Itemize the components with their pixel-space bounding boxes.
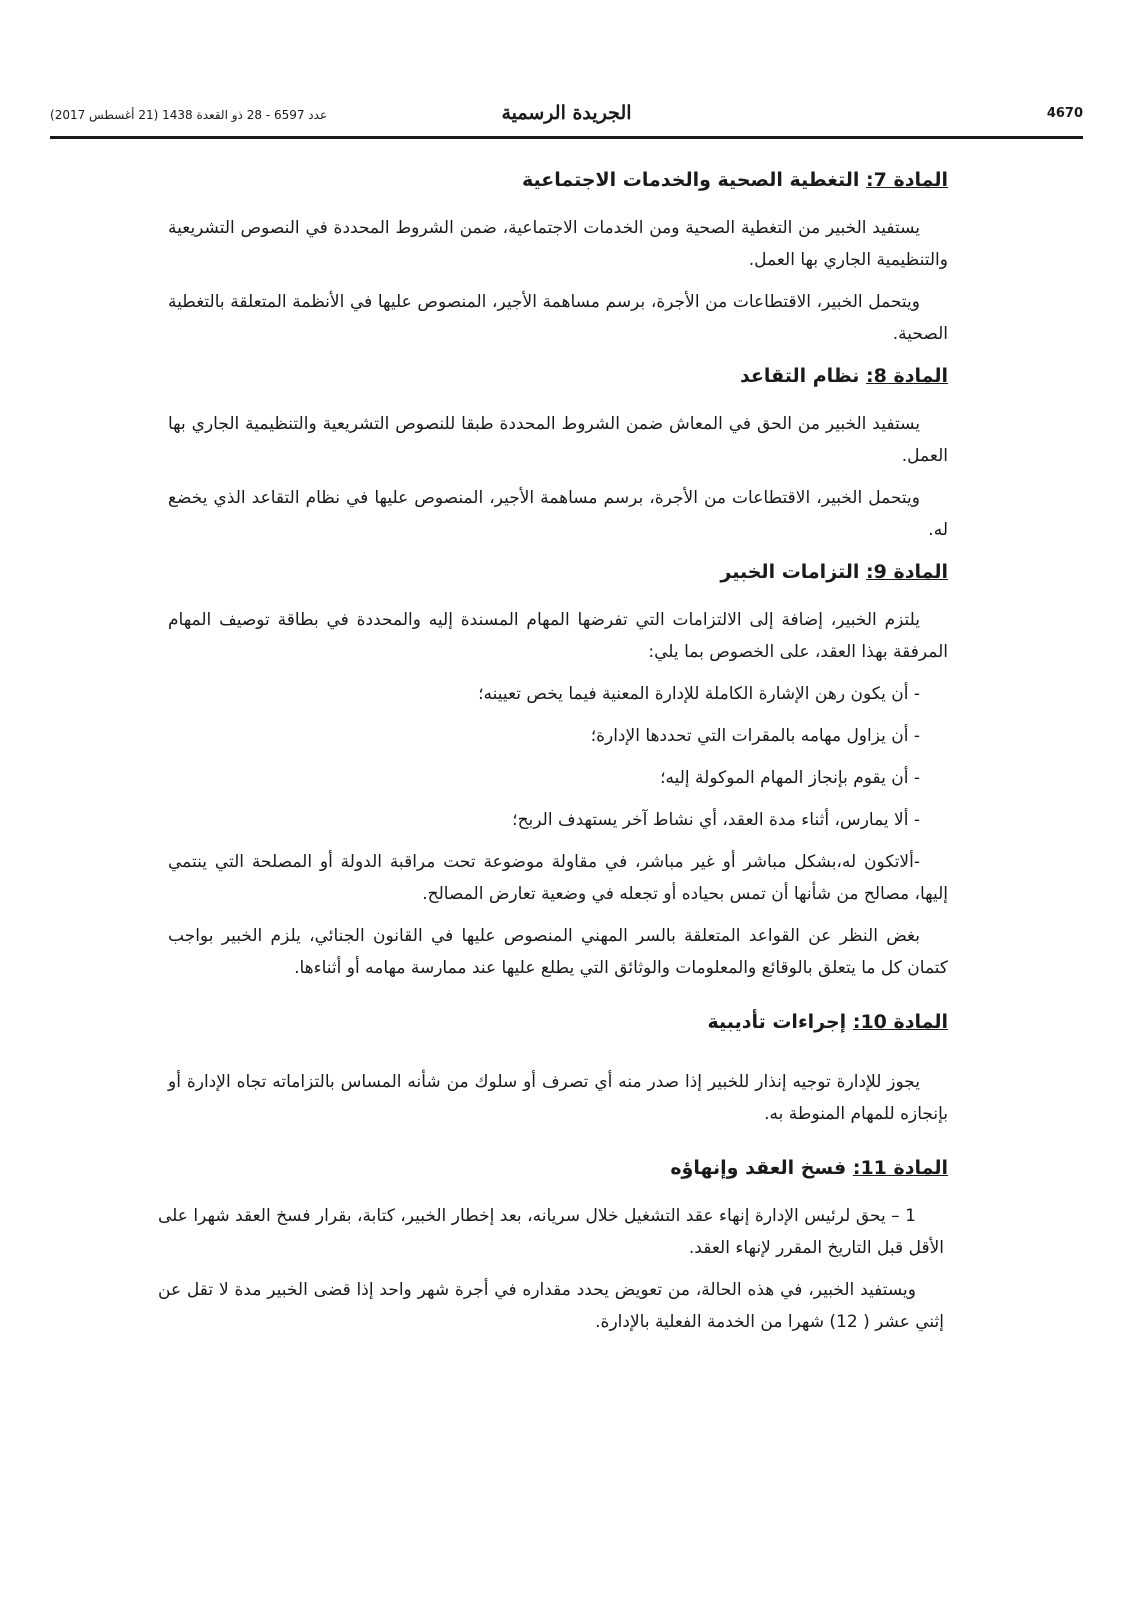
article-title: فسخ العقد وإنهاؤه	[670, 1157, 847, 1179]
article-11-paragraph-2: ويستفيد الخبير، في هذه الحالة، من تعويض يحدد مقداره في أجرة شهر واحد إذا قضى الخبير مدة لا تقل عن إثني عشر ( 12) شهرا من الخدمة الفعلية بالإدارة.	[158, 1280, 944, 1332]
article-7-paragraph-1: يستفيد الخبير من التغطية الصحية ومن الخدمات الاجتماعية، ضمن الشروط المحددة في النصوص التشريعية والتنظيمية الجاري بها العمل.	[168, 218, 948, 270]
article-8-paragraph-1: يستفيد الخبير من الحق في المعاش ضمن الشروط المحددة طبقا للنصوص التشريعية والتنظيمية الجاري بها العمل.	[168, 414, 948, 466]
list-item: -ألاتكون له،بشكل مباشر أو غير مباشر، في مقاولة موضوعة تحت مراقبة الدولة أو المصلحة التي ينتمي إليها، مصالح من شأنها أن تمس بحياده أو تجعله في وضعية تعارض المصالح.	[168, 852, 948, 904]
journal-title: الجريدة الرسمية	[501, 102, 632, 124]
article-8-paragraph-2: ويتحمل الخبير، الاقتطاعات من الأجرة، برسم مساهمة الأجير، المنصوص عليها في نظام التقاعد الذي يخضع له.	[168, 488, 948, 540]
article-title: إجراءات تأديبية	[707, 1011, 847, 1033]
article-11-paragraph-1: 1 – يحق لرئيس الإدارة إنهاء عقد التشغيل خلال سريانه، بعد إخطار الخبير، كتابة، بقرار فسخ العقد شهرا على الأقل قبل التاريخ المقرر لإنهاء العقد.	[158, 1206, 944, 1258]
article-label: المادة 11:	[852, 1157, 948, 1179]
article-8-heading	[168, 360, 948, 392]
article-title: نظام التقاعد	[739, 365, 860, 387]
article-7-paragraph-2: ويتحمل الخبير، الاقتطاعات من الأجرة، برسم مساهمة الأجير، المنصوص عليها في الأنظمة المتعلقة بالتغطية الصحية.	[168, 292, 948, 344]
list-item: - أن يقوم بإنجاز المهام الموكولة إليه؛	[660, 768, 920, 788]
article-7-heading	[168, 164, 948, 196]
list-item: - أن يزاول مهامه بالمقرات التي تحددها الإدارة؛	[590, 726, 920, 746]
list-item: - أن يكون رهن الإشارة الكاملة للإدارة المعنية فيما يخص تعيينه؛	[478, 684, 920, 704]
page-body	[158, 164, 948, 1348]
article-label: المادة 7:	[866, 169, 948, 191]
article-label: المادة 10:	[852, 1011, 948, 1033]
article-title: التغطية الصحية والخدمات الاجتماعية	[521, 169, 860, 191]
article-label: المادة 9:	[866, 561, 948, 583]
article-10-heading	[168, 1006, 948, 1038]
article-10-paragraph-1: يجوز للإدارة توجيه إنذار للخبير إذا صدر منه أي تصرف أو سلوك من شأنه المساس بالتزاماته تجاه الإدارة أو بإنجازه للمهام المنوطة به.	[168, 1072, 948, 1124]
article-9-heading	[168, 556, 948, 588]
page-number: 4670	[1046, 106, 1083, 121]
article-label: المادة 8:	[866, 365, 948, 387]
page-header	[50, 102, 1083, 132]
header-rule	[50, 136, 1083, 139]
list-item: - ألا يمارس، أثناء مدة العقد، أي نشاط آخر يستهدف الربح؛	[512, 810, 920, 830]
article-9-closing: بغض النظر عن القواعد المتعلقة بالسر المهني المنصوص عليها في القانون الجنائي، يلزم الخبير بواجب كتمان كل ما يتعلق بالوقائع والمعلومات والوثائق التي يطلع عليها عند ممارسة مهامه أو أثناءها.	[168, 926, 948, 978]
article-title: التزامات الخبير	[720, 561, 860, 583]
article-11-heading	[168, 1152, 948, 1184]
article-9-intro: يلتزم الخبير، إضافة إلى الالتزامات التي تفرضها المهام المسندة إليه والمحددة في بطاقة توصيف المهام المرفقة بهذا العقد، على الخصوص بما يلي:	[168, 610, 948, 662]
issue-info: عدد 6597 - 28 ذو القعدة 1438 (21 أغسطس 2017)	[50, 108, 328, 122]
